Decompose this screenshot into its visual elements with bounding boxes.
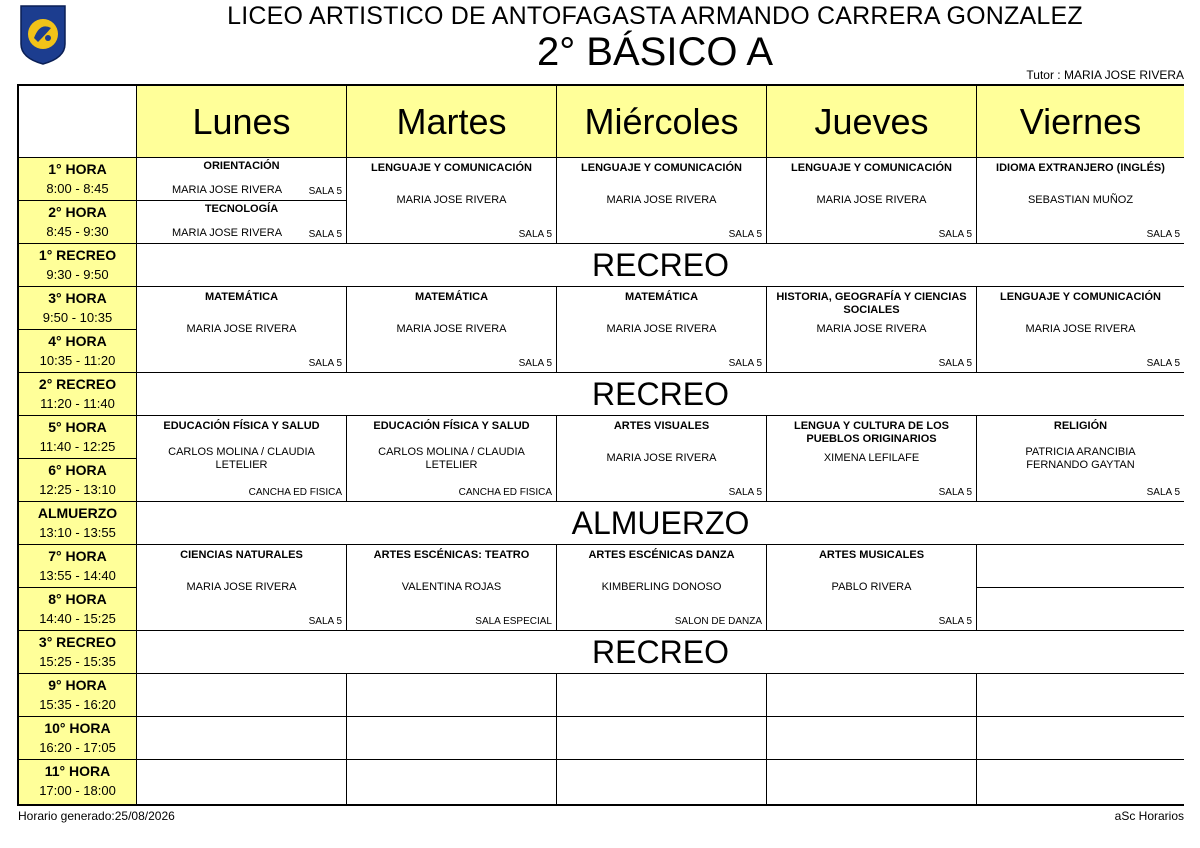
school-logo <box>18 4 68 66</box>
tutor-label: Tutor : MARIA JOSE RIVERA <box>1026 68 1184 82</box>
day-header-miercoles: Miércoles <box>557 86 767 158</box>
break-recreo-3: RECREO <box>137 631 1184 674</box>
break-recreo-2: RECREO <box>137 373 1184 416</box>
empty-martes-9[interactable] <box>347 674 557 717</box>
empty-viernes-8[interactable] <box>977 588 1184 631</box>
period-7: 7° HORA 13:55 - 14:40 <box>19 545 137 588</box>
period-8: 8° HORA 14:40 - 15:25 <box>19 588 137 631</box>
day-header-viernes: Viernes <box>977 86 1184 158</box>
lesson-jueves-1-2[interactable]: LENGUAJE Y COMUNICACIÓN MARIA JOSE RIVERA SALA 5 <box>767 158 977 244</box>
empty-viernes-9[interactable] <box>977 674 1184 717</box>
lesson-jueves-3-4[interactable]: HISTORIA, GEOGRAFÍA Y CIENCIAS SOCIALES MARIA JOSE RIVERA SALA 5 <box>767 287 977 373</box>
period-3: 3° HORA 9:50 - 10:35 <box>19 287 137 330</box>
timetable-grid <box>17 84 1184 806</box>
empty-lunes-10[interactable] <box>137 717 347 760</box>
period-9: 9° HORA 15:35 - 16:20 <box>19 674 137 717</box>
lesson-lunes-5-6[interactable]: EDUCACIÓN FÍSICA Y SALUD CARLOS MOLINA / CLAUDIA LETELIER CANCHA ED FISICA <box>137 416 347 502</box>
empty-jueves-10[interactable] <box>767 717 977 760</box>
period-2: 2° HORA 8:45 - 9:30 <box>19 201 137 244</box>
period-1: 1° HORA 8:00 - 8:45 <box>19 158 137 201</box>
empty-viernes-10[interactable] <box>977 717 1184 760</box>
lesson-lunes-2[interactable]: TECNOLOGÍA MARIA JOSE RIVERA SALA 5 <box>137 201 347 244</box>
lesson-jueves-7-8[interactable]: ARTES MUSICALES PABLO RIVERA SALA 5 <box>767 545 977 631</box>
empty-martes-11[interactable] <box>347 760 557 804</box>
period-5: 5° HORA 11:40 - 12:25 <box>19 416 137 459</box>
empty-lunes-9[interactable] <box>137 674 347 717</box>
period-almuerzo: ALMUERZO 13:10 - 13:55 <box>19 502 137 545</box>
break-almuerzo: ALMUERZO <box>137 502 1184 545</box>
lesson-lunes-7-8[interactable]: CIENCIAS NATURALES MARIA JOSE RIVERA SALA 5 <box>137 545 347 631</box>
lesson-martes-3-4[interactable]: MATEMÁTICA MARIA JOSE RIVERA SALA 5 <box>347 287 557 373</box>
period-11: 11° HORA 17:00 - 18:00 <box>19 760 137 804</box>
lesson-martes-5-6[interactable]: EDUCACIÓN FÍSICA Y SALUD CARLOS MOLINA / CLAUDIA LETELIER CANCHA ED FISICA <box>347 416 557 502</box>
lesson-miercoles-5-6[interactable]: ARTES VISUALES MARIA JOSE RIVERA SALA 5 <box>557 416 767 502</box>
period-recreo-2: 2° RECREO 11:20 - 11:40 <box>19 373 137 416</box>
period-4: 4° HORA 10:35 - 11:20 <box>19 330 137 373</box>
lesson-jueves-5-6[interactable]: LENGUA Y CULTURA DE LOS PUEBLOS ORIGINARIOS XIMENA LEFILAFE SALA 5 <box>767 416 977 502</box>
break-recreo-1: RECREO <box>137 244 1184 287</box>
empty-miercoles-9[interactable] <box>557 674 767 717</box>
empty-viernes-11[interactable] <box>977 760 1184 804</box>
corner-cell <box>19 86 137 158</box>
day-header-lunes: Lunes <box>137 86 347 158</box>
day-header-martes: Martes <box>347 86 557 158</box>
empty-jueves-11[interactable] <box>767 760 977 804</box>
empty-viernes-7[interactable] <box>977 545 1184 588</box>
empty-miercoles-11[interactable] <box>557 760 767 804</box>
period-6: 6° HORA 12:25 - 13:10 <box>19 459 137 502</box>
school-name: LICEO ARTISTICO DE ANTOFAGASTA ARMANDO CARRERA GONZALEZ <box>227 2 1083 30</box>
lesson-viernes-5-6[interactable]: RELIGIÓN PATRICIA ARANCIBIA FERNANDO GAYTAN SALA 5 <box>977 416 1184 502</box>
period-10: 10° HORA 16:20 - 17:05 <box>19 717 137 760</box>
empty-miercoles-10[interactable] <box>557 717 767 760</box>
empty-martes-10[interactable] <box>347 717 557 760</box>
lesson-lunes-3-4[interactable]: MATEMÁTICA MARIA JOSE RIVERA SALA 5 <box>137 287 347 373</box>
period-recreo-1: 1° RECREO 9:30 - 9:50 <box>19 244 137 287</box>
software-credit: aSc Horarios <box>1114 809 1184 823</box>
day-header-jueves: Jueves <box>767 86 977 158</box>
lesson-viernes-1-2[interactable]: IDIOMA EXTRANJERO (INGLÉS) SEBASTIAN MUÑOZ SALA 5 <box>977 158 1184 244</box>
class-name: 2° BÁSICO A <box>536 30 774 74</box>
generated-date: Horario generado:25/08/2026 <box>18 809 175 823</box>
lesson-martes-1-2[interactable]: LENGUAJE Y COMUNICACIÓN MARIA JOSE RIVERA SALA 5 <box>347 158 557 244</box>
period-recreo-3: 3° RECREO 15:25 - 15:35 <box>19 631 137 674</box>
empty-jueves-9[interactable] <box>767 674 977 717</box>
lesson-miercoles-7-8[interactable]: ARTES ESCÉNICAS DANZA KIMBERLING DONOSO SALON DE DANZA <box>557 545 767 631</box>
lesson-viernes-3-4[interactable]: LENGUAJE Y COMUNICACIÓN MARIA JOSE RIVERA SALA 5 <box>977 287 1184 373</box>
lesson-miercoles-3-4[interactable]: MATEMÁTICA MARIA JOSE RIVERA SALA 5 <box>557 287 767 373</box>
empty-lunes-11[interactable] <box>137 760 347 804</box>
lesson-martes-7-8[interactable]: ARTES ESCÉNICAS: TEATRO VALENTINA ROJAS SALA ESPECIAL <box>347 545 557 631</box>
lesson-lunes-1[interactable]: ORIENTACIÓN MARIA JOSE RIVERA SALA 5 <box>137 158 347 201</box>
lesson-miercoles-1-2[interactable]: LENGUAJE Y COMUNICACIÓN MARIA JOSE RIVERA SALA 5 <box>557 158 767 244</box>
